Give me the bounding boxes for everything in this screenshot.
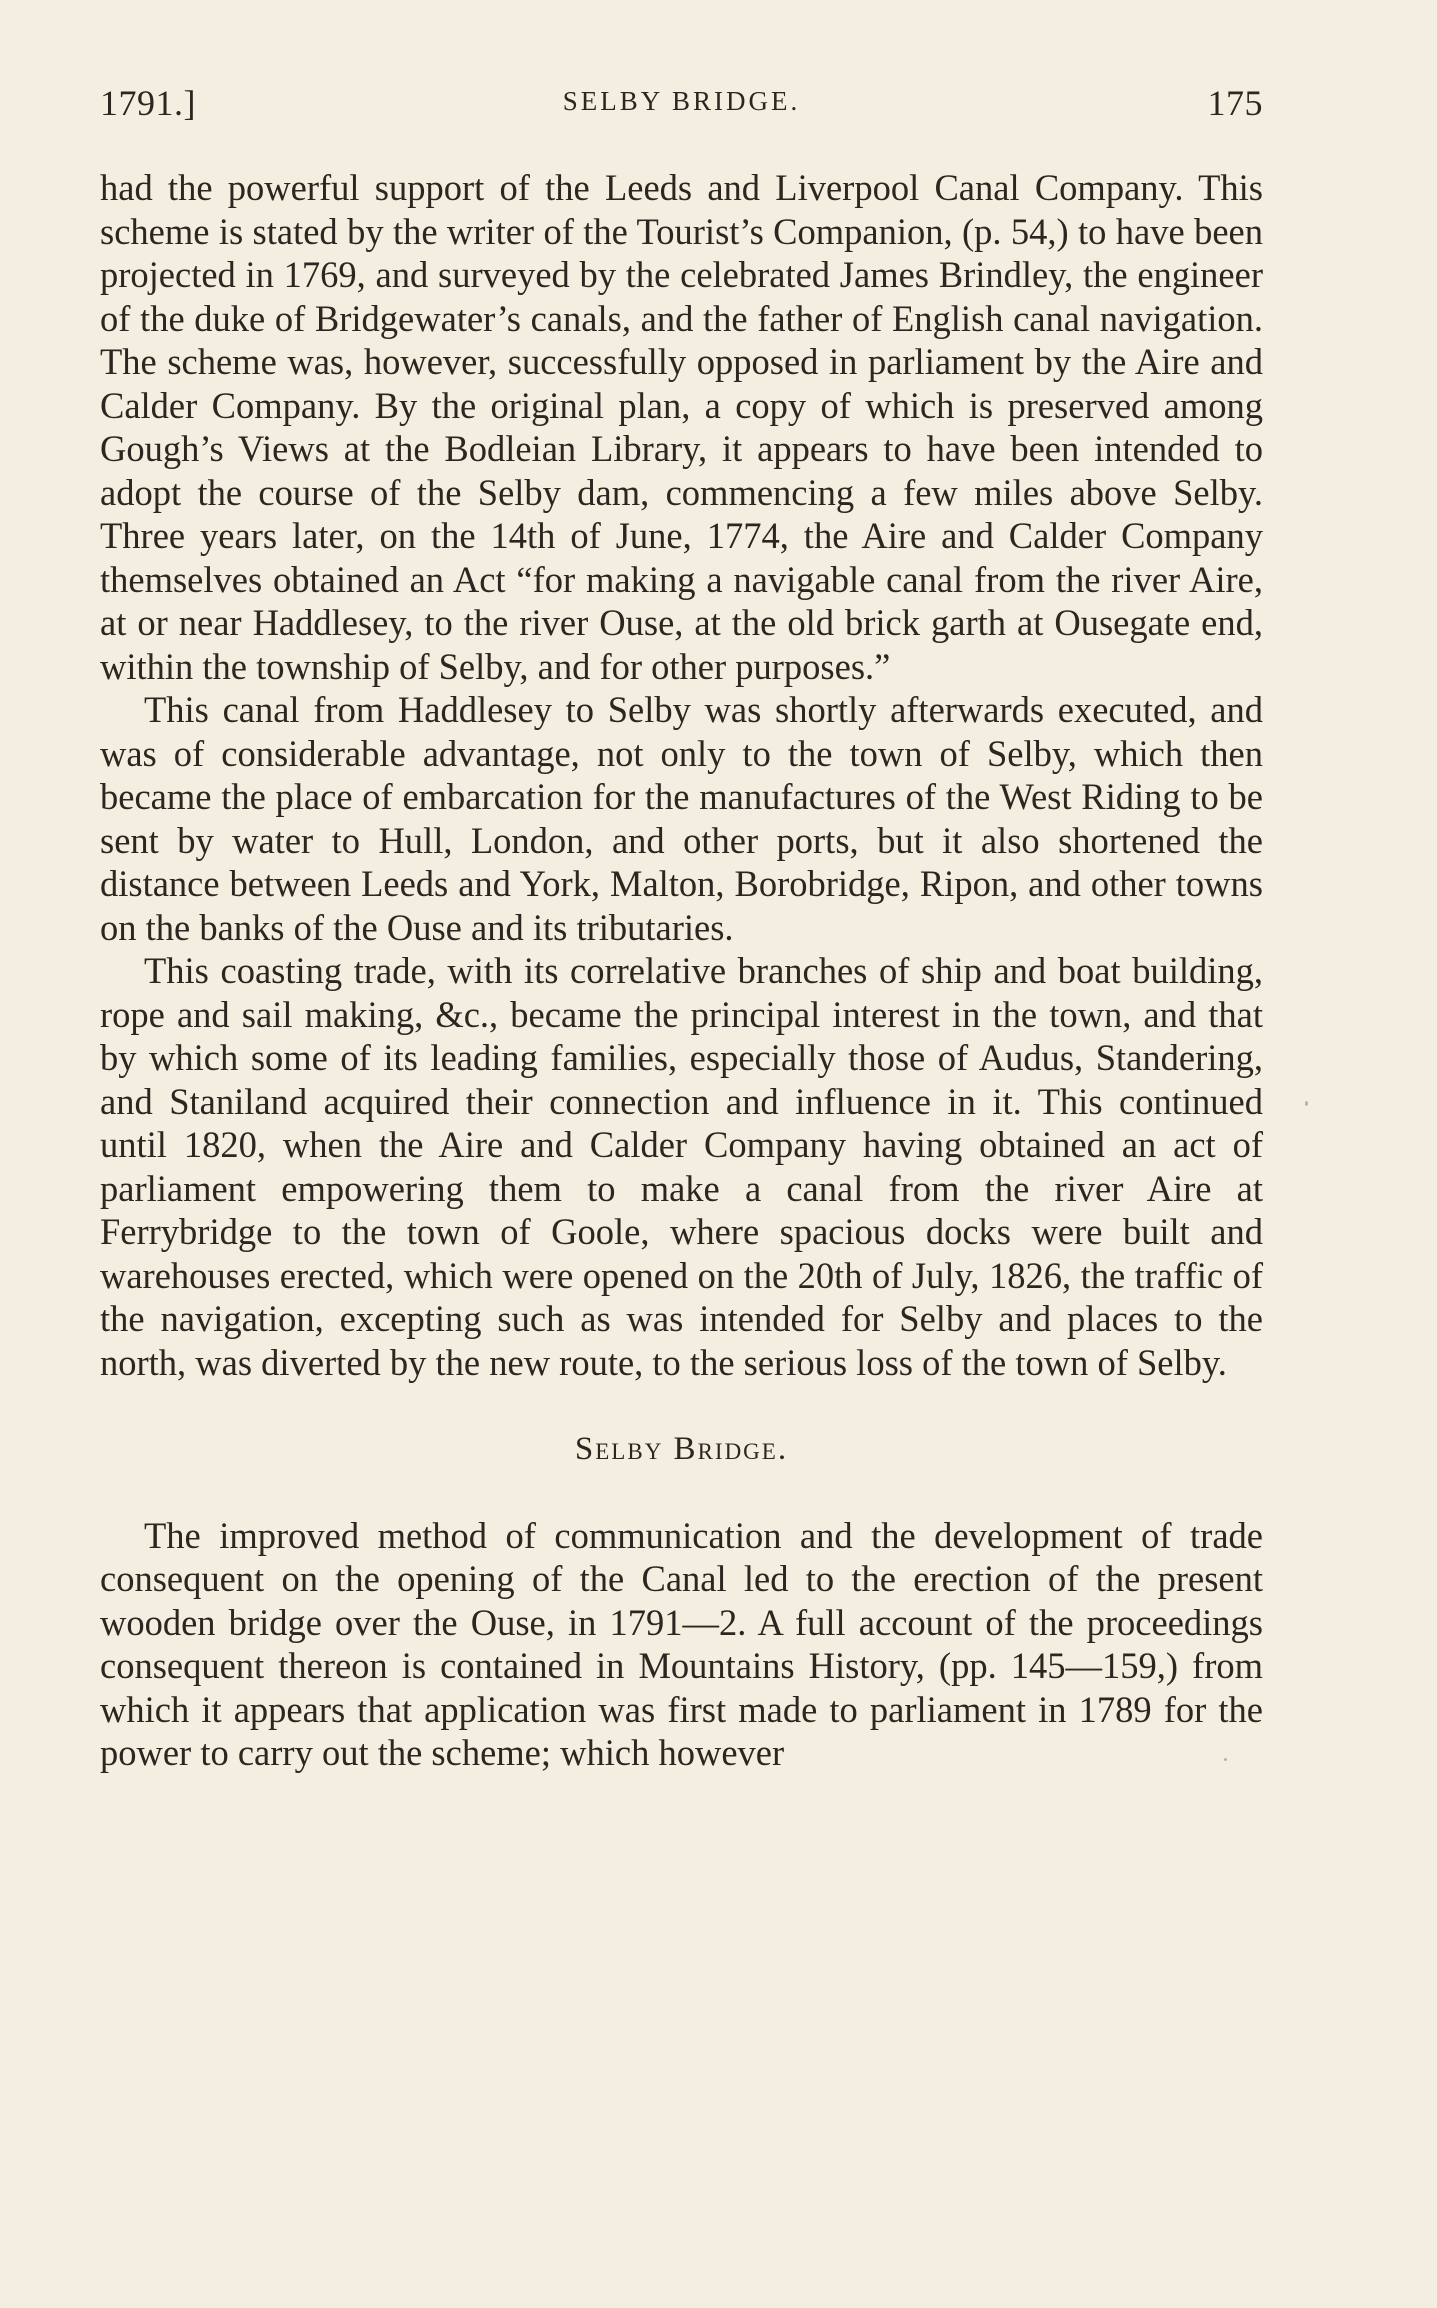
paper-speck <box>1305 1101 1308 1106</box>
page-number: 175 <box>1207 83 1263 123</box>
section-heading: Selby Bridge. <box>574 1431 789 1467</box>
body-text <box>100 166 1263 1775</box>
running-head-year: 1791.] <box>100 83 196 123</box>
paper-speck <box>1224 1758 1227 1761</box>
running-head <box>100 82 1263 132</box>
paragraph-canal: This canal from Haddlesey to Selby was shortly afterwards executed, and was of considerable advantage, not only to the town of Selby, which then became the place of embarcation for the manufactures of the West Riding to be sent by water to Hull, London, and other ports, but it also shortened the distance between Leeds and York, Malton, Borobridge, Ripon, and other towns on the banks of the Ouse and its tributaries. <box>100 689 1263 948</box>
running-head-title: SELBY BRIDGE. <box>562 86 801 116</box>
paragraph-coasting-trade: This coasting trade, with its correlative branches of ship and boat building, rope and sail making, &c., became the principal interest in the town, and that by which some of its leading families, especially those of Audus, Standering, and Staniland acquired their connection and influence in it. This continued until 1820, when the Aire and Calder Company having obtained an act of parliament empowering them to make a canal from the river Aire at Ferrybridge to the town of Goole, where spacious docks were built and warehouses erected, which were opened on the 20th of July, 1826, the traffic of the navigation, excepting such as was intended for Selby and places to the north, was diverted by the new route, to the serious loss of the town of Selby. <box>100 950 1263 1383</box>
paragraph-selby-bridge: The improved method of communication and the development of trade consequent on the opening of the Canal led to the erection of the present wooden bridge over the Ouse, in 1791—2. A full account of the proceedings consequent thereon is contained in Mountains History, (pp. 145—159,) from which it appears that application was first made to parliament in 1789 for the power to carry out the scheme; which however <box>100 1514 1263 1773</box>
paragraph-continued: had the powerful support of the Leeds and Liverpool Canal Company. This scheme is stated by the writer of the Tourist’s Companion, (p. 54,) to have been projected in 1769, and surveyed by the celebrated James Brindley, the engineer of the duke of Bridgewater’s canals, and the father of English canal navigation. The scheme was, however, successfully opposed in parliament by the Aire and Calder Company. By the original plan, a copy of which is preserved among Gough’s Views at the Bodleian Library, it appears to have been intended to adopt the course of the Selby dam, commencing a few miles above Selby. Three years later, on the 14th of June, 1774, the Aire and Calder Company themselves obtained an Act “for making a navigable canal from the river Aire, at or near Haddlesey, to the river Ouse, at the old brick garth at Ousegate end, within the township of Selby, and for other purposes.” <box>100 167 1263 687</box>
